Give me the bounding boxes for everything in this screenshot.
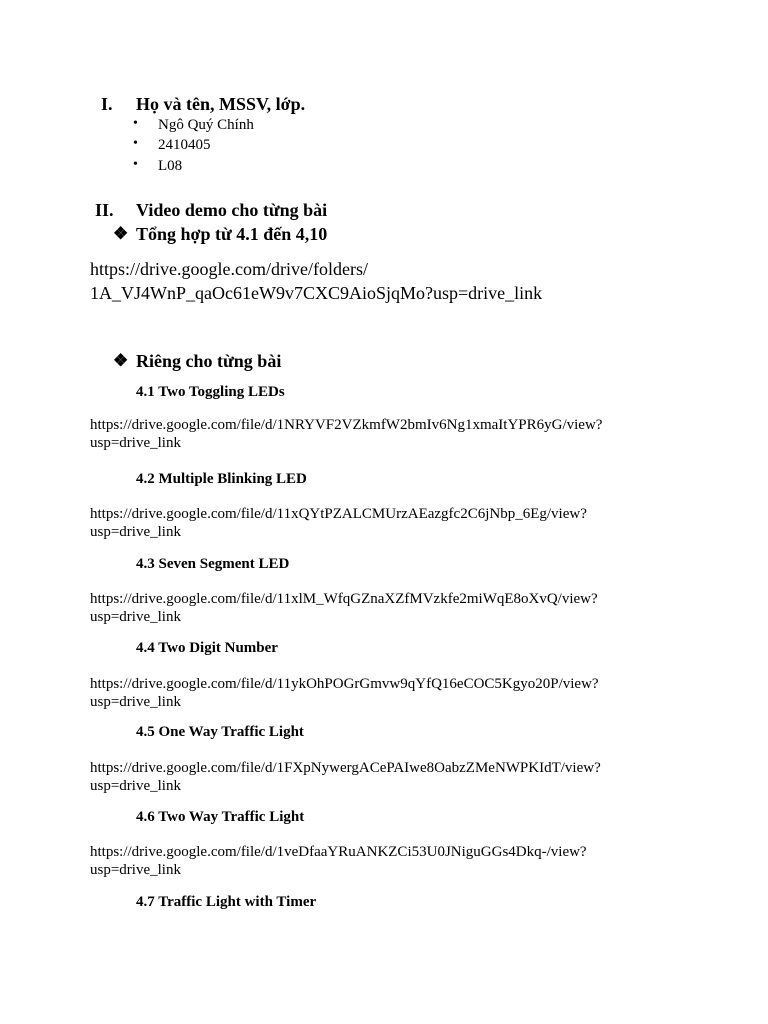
exercise-drive-link[interactable] — [90, 759, 650, 795]
exercise-drive-link[interactable] — [90, 416, 650, 452]
exercise-drive-link[interactable] — [90, 843, 650, 879]
exercise-link-line2: usp=drive_link — [90, 778, 181, 794]
summary-link-line2: 1A_VJ4WnP_qaOc61eW9v7CXC9AioSjqMo?usp=drive_link — [90, 283, 543, 303]
exercise-link-line1: https://drive.google.com/file/d/1veDfaaYRuANKZCi53U0JNiguGGs4Dkq-/view? — [90, 844, 587, 860]
exercise-link-line1: https://drive.google.com/file/d/11xlM_WfqGZnaXZfMVzkfe2miWqE8oXvQ/view? — [90, 591, 598, 607]
exercise-title: 4.3 Seven Segment LED — [136, 556, 290, 572]
exercise-title: 4.5 One Way Traffic Light — [136, 724, 304, 740]
individual-title: Riêng cho từng bài — [136, 351, 282, 371]
exercise-drive-link[interactable] — [90, 590, 650, 626]
diamond-bullet-icon: ❖ — [113, 224, 129, 243]
summary-title: Tổng hợp từ 4.1 đến 4,10 — [136, 224, 328, 244]
bullet-dot-icon: • — [133, 136, 138, 151]
exercise-link-line1: https://drive.google.com/file/d/11xQYtPZALCMUrzAEazgfc2C6jNbp_6Eg/view? — [90, 506, 587, 522]
exercise-link-line1: https://drive.google.com/file/d/1FXpNywergACePAIwe8OabzZMeNWPKIdT/view? — [90, 760, 601, 776]
exercise-title: 4.7 Traffic Light with Timer — [136, 894, 317, 910]
exercise-link-line2: usp=drive_link — [90, 694, 181, 710]
exercise-title: 4.6 Two Way Traffic Light — [136, 809, 305, 825]
exercise-drive-link[interactable] — [90, 505, 650, 541]
section-2-title: Video demo cho từng bài — [136, 200, 328, 220]
summary-drive-link[interactable] — [90, 257, 650, 305]
bullet-dot-icon: • — [133, 116, 138, 131]
exercise-link-line2: usp=drive_link — [90, 435, 181, 451]
exercise-link-line2: usp=drive_link — [90, 862, 181, 878]
exercise-link-line1: https://drive.google.com/file/d/11ykOhPOGrGmvw9qYfQ16eCOC5Kgyo20P/view? — [90, 676, 599, 692]
section-1-number: I. — [101, 94, 113, 114]
summary-link-line1: https://drive.google.com/drive/folders/ — [90, 259, 368, 279]
diamond-bullet-icon: ❖ — [113, 351, 129, 370]
section-2-number: II. — [95, 200, 114, 220]
bullet-dot-icon: • — [133, 157, 138, 172]
student-class: L08 — [158, 158, 183, 174]
exercise-title: 4.2 Multiple Blinking LED — [136, 471, 307, 487]
student-name: Ngô Quý Chính — [158, 117, 254, 133]
exercise-title: 4.4 Two Digit Number — [136, 640, 278, 656]
exercise-link-line2: usp=drive_link — [90, 609, 181, 625]
section-1-title: Họ và tên, MSSV, lớp. — [136, 94, 306, 114]
exercise-link-line1: https://drive.google.com/file/d/1NRYVF2VZkmfW2bmIv6Ng1xmaItYPR6yG/view? — [90, 417, 603, 433]
exercise-title: 4.1 Two Toggling LEDs — [136, 384, 285, 400]
exercise-link-line2: usp=drive_link — [90, 524, 181, 540]
exercise-drive-link[interactable] — [90, 675, 650, 711]
student-id: 2410405 — [158, 137, 211, 153]
